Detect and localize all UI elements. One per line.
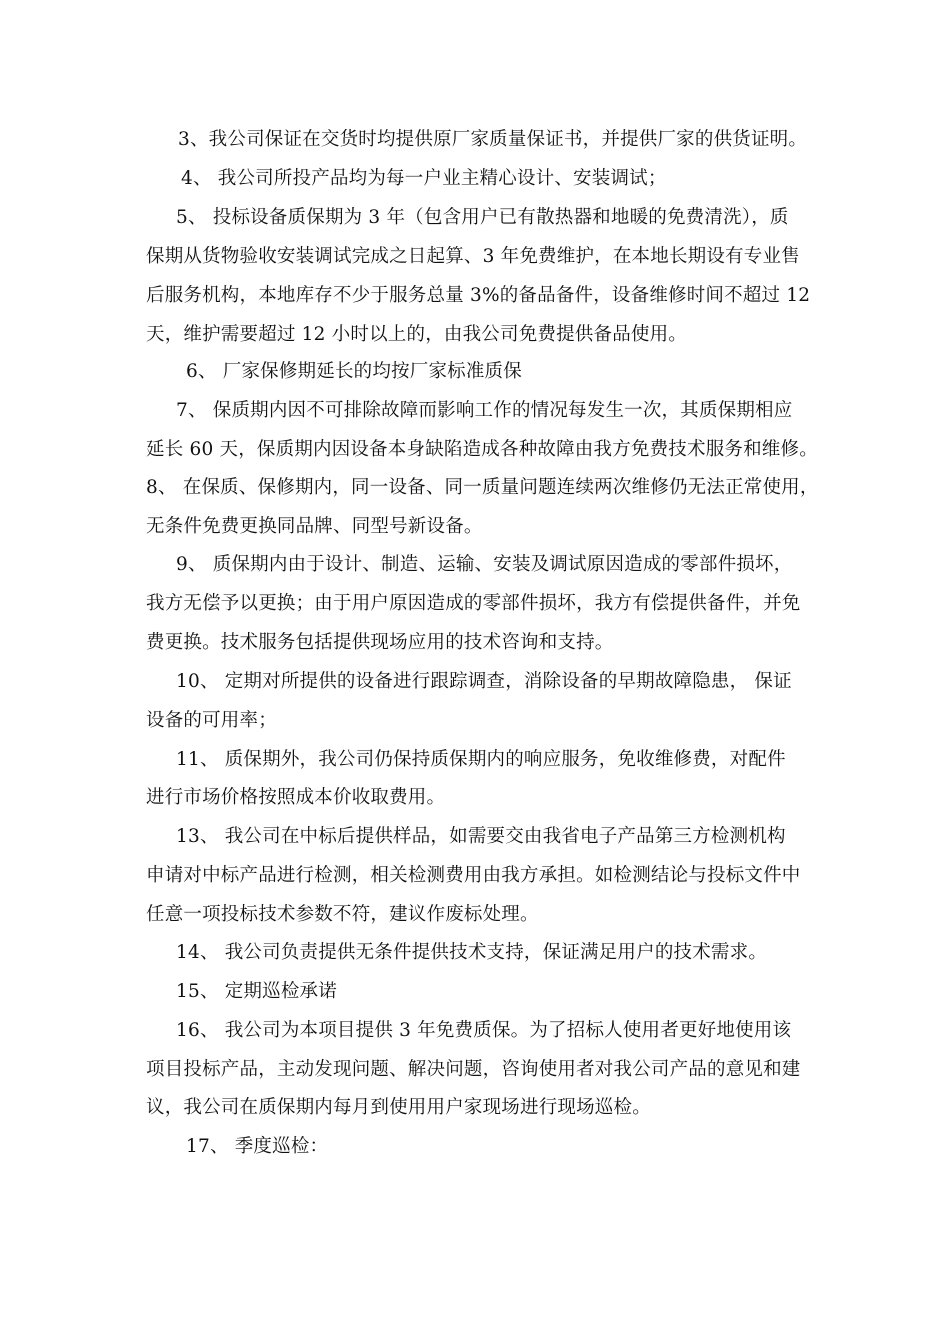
text-line-20: 申请对中标产品进行检测，相关检测费用由我方承担。如检测结论与投标文件中 [146,865,801,886]
text-line-11: 无条件免费更换同品牌、同型号新设备。 [146,516,483,537]
text-line-17: 11、 质保期外，我公司仍保持质保期内的响应服务，免收维修费，对配件 [176,749,786,770]
text-line-24: 16、 我公司为本项目提供 3 年免费质保。为了招标人使用者更好地使用该 [176,1020,792,1041]
text-line-3: 5、 投标设备质保期为 3 年（包含用户已有散热器和地暖的免费清洗），质 [176,207,789,228]
text-line-2: 4、 我公司所投产品均为每一户业主精心设计、安装调试； [181,168,667,189]
text-line-21: 任意一项投标技术参数不符，建议作废标处理。 [146,904,539,925]
text-line-15: 10、 定期对所提供的设备进行跟踪调查，消除设备的早期故障隐患， 保证 [176,671,792,692]
text-line-4: 保期从货物验收安装调试完成之日起算、3 年免费维护，在本地长期设有专业售 [146,246,800,267]
text-line-14: 费更换。技术服务包括提供现场应用的技术咨询和支持。 [146,632,614,653]
text-line-5: 后服务机构，本地库存不少于服务总量 3%的备品备件，设备维修时间不超过 12 [146,285,811,306]
text-line-22: 14、 我公司负责提供无条件提供技术支持，保证满足用户的技术需求。 [176,942,768,963]
text-line-16: 设备的可用率； [146,710,277,731]
text-line-1: 3、我公司保证在交货时均提供原厂家质量保证书，并提供厂家的供货证明。 [178,129,808,150]
text-line-7: 6、 厂家保修期延长的均按厂家标准质保 [186,361,522,382]
text-line-13: 我方无偿予以更换；由于用户原因造成的零部件损坏，我方有偿提供备件，并免 [146,593,801,614]
text-line-26: 议，我公司在质保期内每月到使用用户家现场进行现场巡检。 [146,1097,651,1118]
text-line-18: 进行市场价格按照成本价收取费用。 [146,787,446,808]
text-line-25: 项目投标产品，主动发现问题、解决问题，咨询使用者对我公司产品的意见和建 [146,1059,801,1080]
text-line-23: 15、 定期巡检承诺 [176,981,337,1002]
text-line-19: 13、 我公司在中标后提供样品，如需要交由我省电子产品第三方检测机构 [176,826,786,847]
text-line-10: 8、 在保质、保修期内，同一设备、同一质量问题连续两次维修仍无法正常使用， [146,477,819,498]
text-line-12: 9、 质保期内由于设计、制造、运输、安装及调试原因造成的零部件损坏， [176,554,793,575]
text-line-8: 7、 保质期内因不可排除故障而影响工作的情况每发生一次，其质保期相应 [176,400,793,421]
text-line-9: 延长 60 天，保质期内因设备本身缺陷造成各种故障由我方免费技术服务和维修。 [146,439,818,460]
text-line-6: 天，维护需要超过 12 小时以上的，由我公司免费提供备品使用。 [146,324,688,345]
text-line-27: 17、 季度巡检： [186,1136,329,1157]
